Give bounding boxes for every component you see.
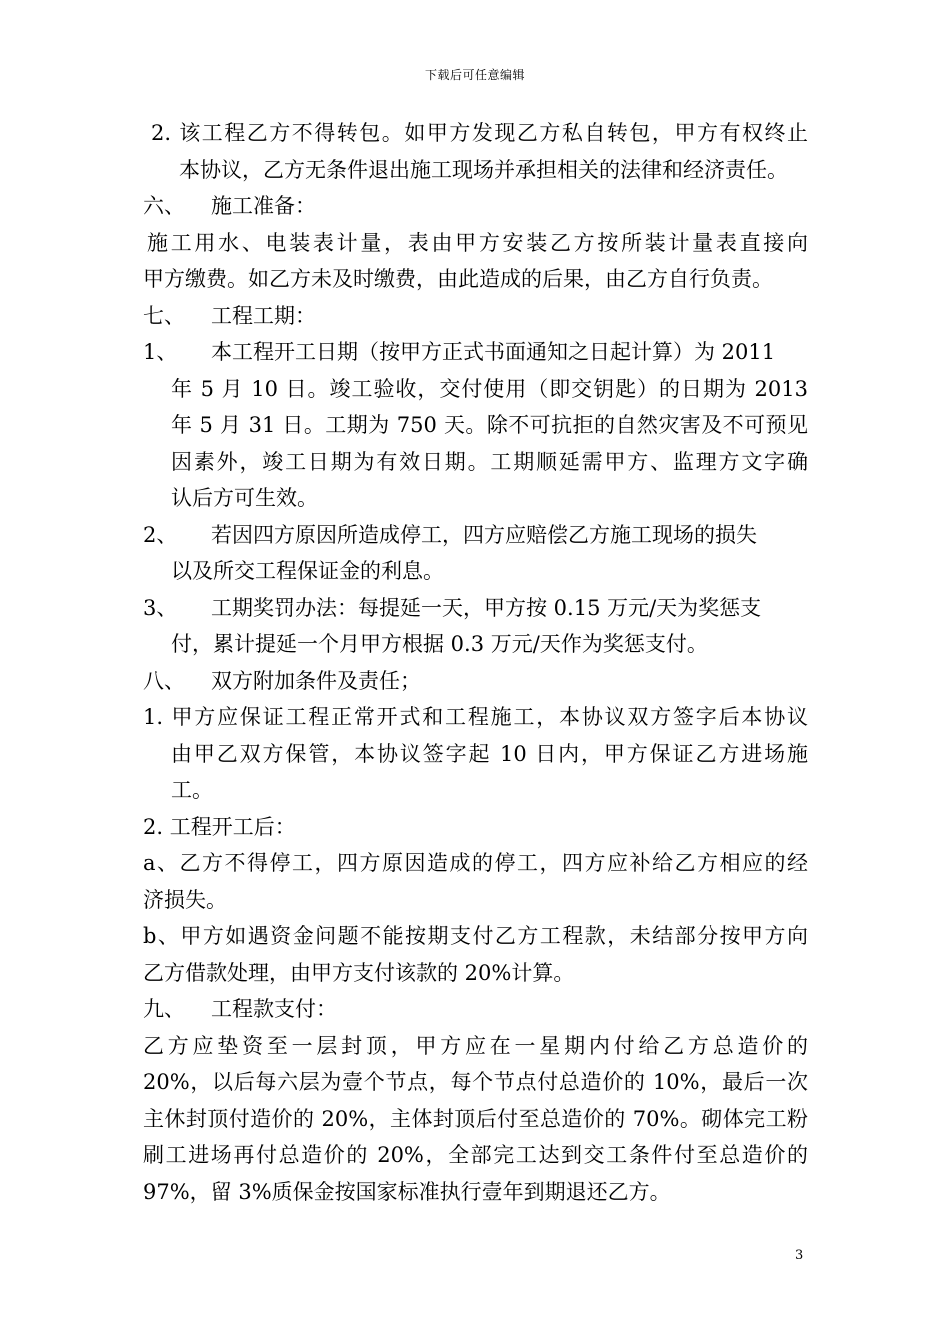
item-text: 若因四方原因所造成停工，四方应赔偿乙方施工现场的损失 (211, 522, 757, 547)
list-item-2 (143, 517, 808, 554)
section-number: 九、 (143, 997, 185, 1021)
section-title: 工程工期： (211, 303, 316, 328)
section-title: 施工准备： (211, 194, 316, 218)
text-line: 乙方借款处理，由甲方支付该款的 20%计算。 (143, 960, 575, 985)
item-number: 3、 (143, 595, 178, 620)
text-line: 97%，留 3%质保金按国家标准执行壹年到期退还乙方。 (143, 1179, 671, 1204)
text-line: 1. 甲方应保证工程正常开式和工程施工，本协议双方签字后本协议 (143, 705, 808, 729)
section-heading-9 (143, 991, 808, 1028)
list-item-1 (143, 334, 808, 371)
item-number: 2、 (143, 522, 178, 547)
text-line: b、甲方如遇资金问题不能按期支付乙方工程款，未结部分按甲方向 (143, 924, 808, 948)
text-line: 主休封顶付造价的 20%，主体封顶后付至总造价的 70%。砌体完工粉 (143, 1106, 808, 1131)
text-line: 以及所交工程保证金的利息。 (171, 559, 444, 583)
section-heading-7 (143, 298, 808, 335)
text-line: 刷工进场再付总造价的 20%，全部完工达到交工条件付至总造价的 (143, 1143, 808, 1167)
section-heading-8 (143, 663, 808, 700)
document-body (143, 115, 808, 1210)
text-line: 付，累计提延一个月甲方根据 0.3 万元/天作为奖惩支付。 (171, 632, 708, 656)
text-line: 乙方应垫资至一层封顶，甲方应在一星期内付给乙方总造价的 (143, 1033, 808, 1058)
section-number: 七、 (143, 303, 185, 328)
text-line: 年 5 月 10 日。竣工验收，交付使用（即交钥匙）的日期为 2013 (171, 376, 808, 401)
item-text: 工期奖罚办法：每提延一天，甲方按 0.15 万元/天为奖惩支 (211, 595, 762, 620)
text-line: 由甲乙双方保管，本协议签字起 10 日内，甲方保证乙方进场施 (171, 741, 808, 766)
section-title: 双方附加条件及责任； (211, 668, 421, 693)
text-line: 施工用水、电装表计量，表由甲方安装乙方按所装计量表直接向 (147, 230, 808, 255)
section-number: 六、 (143, 194, 185, 218)
text-line: 工。 (171, 778, 213, 802)
text-line: 认后方可生效。 (171, 486, 318, 510)
item-number: 1、 (143, 340, 178, 364)
item-text: 本工程开工日期（按甲方正式书面通知之日起计算）为 2011 (211, 340, 776, 364)
section-heading-6 (143, 188, 808, 225)
text-line: 甲方缴费。如乙方未及时缴费，由此造成的后果，由乙方自行负责。 (143, 267, 773, 291)
page-header: 下载后可任意编辑 (424, 68, 525, 82)
page-number: 3 (795, 1248, 804, 1263)
text-line: 济损失。 (143, 887, 227, 912)
text-line: 本协议，乙方无条件退出施工现场并承担相关的法律和经济责任。 (179, 157, 788, 182)
text-line: 2. 工程开工后： (143, 814, 296, 839)
text-line: 因素外，竣工日期为有效日期。工期顺延需甲方、监理方文字确 (171, 449, 808, 474)
text-line: 20%，以后每六层为壹个节点，每个节点付总造价的 10%，最后一次 (143, 1070, 808, 1094)
text-line: a、乙方不得停工，四方原因造成的停工，四方应补给乙方相应的经 (143, 851, 808, 875)
section-title: 工程款支付： (211, 997, 337, 1021)
text-line: 年 5 月 31 日。工期为 750 天。除不可抗拒的自然灾害及不可预见 (171, 413, 808, 437)
list-item-3 (143, 590, 808, 627)
text-line: 2. 该工程乙方不得转包。如甲方发现乙方私自转包，甲方有权终止 (151, 121, 808, 145)
section-number: 八、 (143, 668, 185, 693)
